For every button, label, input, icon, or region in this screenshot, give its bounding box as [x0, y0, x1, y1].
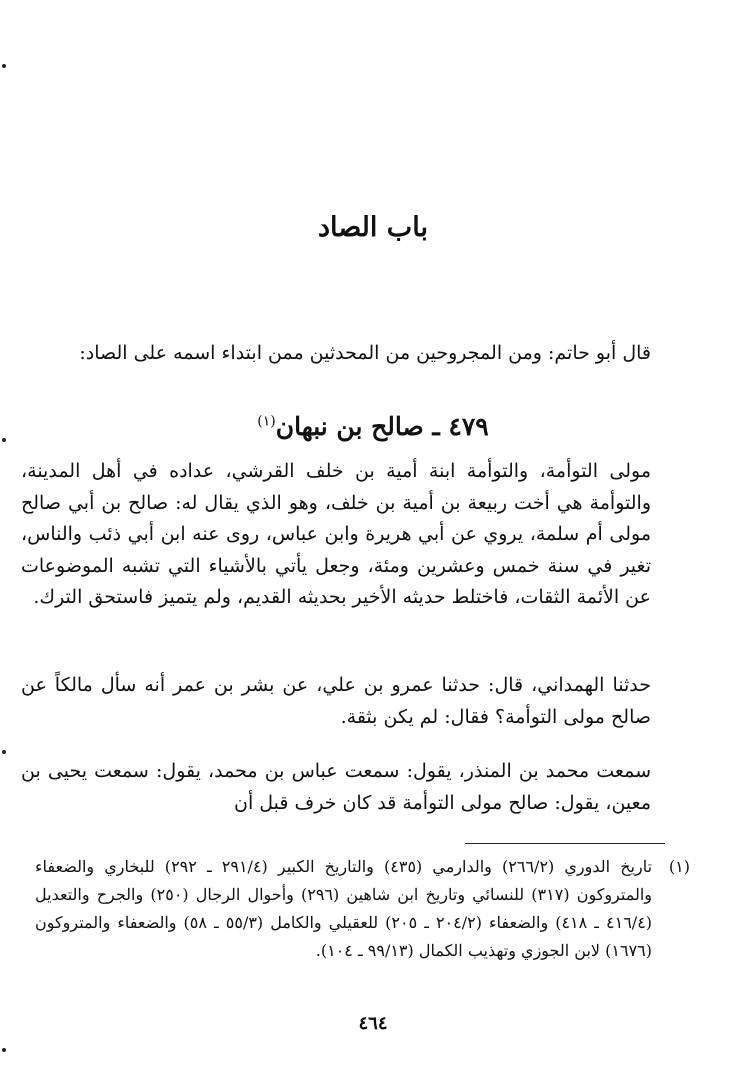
- scan-mark: [2, 750, 6, 754]
- narration-paragraph: سمعت محمد بن المنذر، يقول: سمعت عباس بن محمد، يقول: سمعت يحيى بن معين، يقول: صالح مولى التوأمة قد كان خرف قبل أن: [21, 760, 651, 814]
- scan-mark: [2, 1048, 6, 1052]
- footnote-reference: (١): [257, 413, 276, 430]
- footnote-text: تاريخ الدوري (٢٦٦/٢) والدارمي (٤٣٥) والتاريخ الكبير (٢٩١/٤ ـ ٢٩٢) للبخاري والضعفاء والمتروكون (٣١٧) للنسائي وتاريخ ابن شاهين (٢٩٦) وأحوال الرجال (٢٥٠) والجرح والتعديل (٤١٦/٤ ـ ٤١٨) والضعفاء (٢٠٤/٢ ـ ٢٠٥) للعقيلي والكامل (٥٥/٣ ـ ٥٨) والضعفاء والمتروكون (١٦٧٦) لابن الجوزي وتهذيب الكمال (٩٩/١٣ ـ ١٠٤).: [35, 857, 653, 960]
- chapter-title: باب الصاد: [318, 212, 428, 243]
- footnote-number: (١): [668, 857, 690, 876]
- entry-title: ٤٧٩ ـ صالح بن نبهان: [275, 412, 489, 441]
- page-number: ٤٦٤: [358, 1013, 388, 1034]
- footnote: [35, 853, 690, 965]
- narration-paragraph: حدثنا الهمداني، قال: حدثنا عمرو بن علي، عن بشر بن عمر أنه سأل مالكاً عن صالح مولى التوأمة؟ فقال: لم يكن بثقة.: [21, 674, 651, 728]
- entry-heading: [0, 412, 746, 441]
- biography-paragraph: مولى التوأمة، والتوأمة ابنة أمية بن خلف القرشي، عداده في أهل المدينة، والتوأمة هي أخت ربيعة بن أمية بن خلف، وهو الذي يقال له: صالح بن أبي صالح مولى أم سلمة، يروي عن أبي هريرة وابن عباس، روى عنه ابن أبي ذئب والناس، تغير في سنة خمس وعشرين ومئة، وجعل يأتي بالأشياء التي تشبه الموضوعات عن الأئمة الثقات، فاختلط حديثه الأخير بحديثه القديم، ولم يتميز فاستحق الترك.: [21, 460, 651, 608]
- scan-mark: [2, 64, 6, 68]
- intro-line: قال أبو حاتم: ومن المجروحين من المحدثين ممن ابتداء اسمه على الصاد:: [79, 342, 651, 364]
- footnote-divider: [465, 843, 665, 844]
